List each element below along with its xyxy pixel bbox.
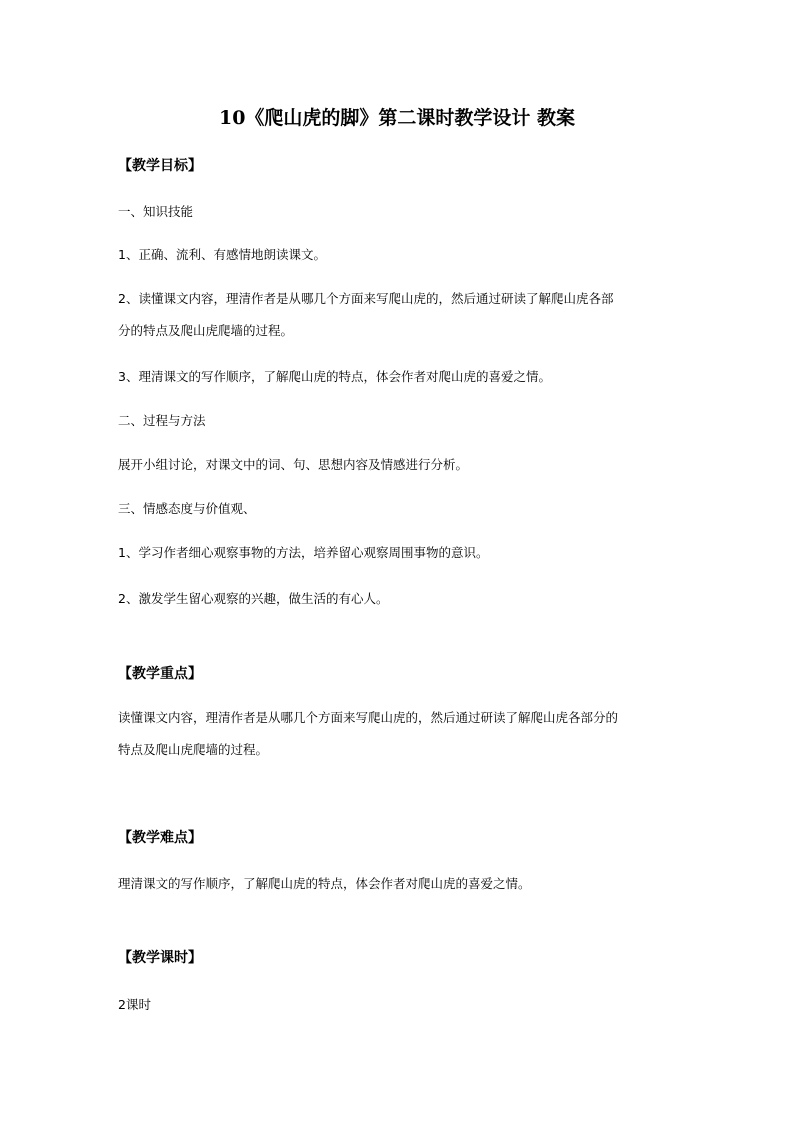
objectives-item-4: 1、学习作者细心观察事物的方法，培养留心观察周围事物的意识。 xyxy=(118,545,489,560)
key-points-heading: 【教学重点】 xyxy=(118,666,202,682)
objectives-subheading-process: 二、过程与方法 xyxy=(118,413,206,428)
objectives-item-1: 1、正确、流利、有感情地朗读课文。 xyxy=(118,247,326,262)
class-hours-heading: 【教学课时】 xyxy=(118,950,202,966)
objectives-item-3: 3、理清课文的写作顺序，了解爬山虎的特点，体会作者对爬山虎的喜爱之情。 xyxy=(118,369,551,384)
document-title: 10《爬山虎的脚》第二课时教学设计 教案 xyxy=(218,107,576,129)
difficulties-heading: 【教学难点】 xyxy=(118,830,202,846)
objectives-subheading-values: 三、情感态度与价值观、 xyxy=(118,501,256,516)
objectives-heading: 【教学目标】 xyxy=(118,158,202,174)
difficulties-line-1: 理清课文的写作顺序，了解爬山虎的特点，体会作者对爬山虎的喜爱之情。 xyxy=(118,876,531,891)
objectives-item-5: 2、激发学生留心观察的兴趣，做生活的有心人。 xyxy=(118,591,389,606)
objectives-item-2-line-1: 2、读懂课文内容，理清作者是从哪几个方面来写爬山虎的，然后通过研读了解爬山虎各部 xyxy=(118,291,614,306)
objectives-item-2-line-2: 分的特点及爬山虎爬墙的过程。 xyxy=(118,323,294,338)
objectives-subheading-knowledge: 一、知识技能 xyxy=(118,204,194,219)
key-points-line-2: 特点及爬山虎爬墙的过程。 xyxy=(118,742,269,757)
key-points-line-1: 读懂课文内容，理清作者是从哪几个方面来写爬山虎的，然后通过研读了解爬山虎各部分的 xyxy=(118,710,619,725)
objectives-process-text: 展开小组讨论，对课文中的词、句、思想内容及情感进行分析。 xyxy=(118,457,469,472)
class-hours-line-1: 2课时 xyxy=(118,997,151,1012)
